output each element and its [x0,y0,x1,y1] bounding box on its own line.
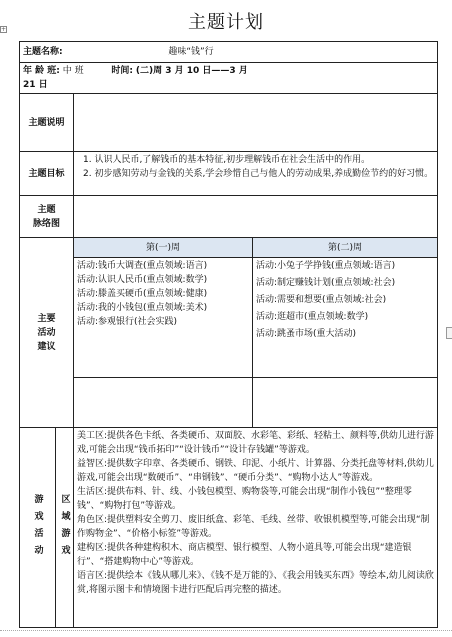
activity-item: 活动:需要和想要(重点领域:社会) [256,295,387,305]
game-activities-label-text: 游戏活动 [32,493,43,562]
page-title: 主题计划 [188,12,264,33]
map-content[interactable] [74,196,438,238]
theme-name-row [20,42,438,63]
goals-content[interactable] [74,152,438,196]
week1-header: 第(一)周 [74,238,253,258]
table-move-handle-icon[interactable]: + [1,26,7,33]
time-value: (二)周 3 月 10 日——3 月 21 日 [23,66,248,90]
map-label [20,196,74,238]
map-label-line: 主题 [37,204,56,215]
goals-label: 主题目标 [20,152,74,196]
time-label: 时间: [111,66,133,76]
area-item: 角色区:提供塑料安全剪刀、废旧纸盒、彩笔、毛线、丝带、收银机模型等,可能会出现“制作购物金”、“价格小标签”等游戏。 [77,515,430,539]
activities-label-line: 主要 [37,313,56,324]
activities-label-line: 活动 [37,327,56,338]
week1-activities[interactable] [74,258,253,378]
grade-label: 年 龄 班: [23,66,60,76]
area-item: 语言区:提供绘本《钱从哪儿来》、《钱不是万能的》、《我会用钱买东西》等绘本,幼儿阅读欣赏,将图示图卡和情境图卡进行匹配后再完整的描述。 [77,571,434,595]
grade-time-row [20,63,253,94]
theme-plan-table [19,41,438,628]
week2-extra[interactable] [253,378,438,428]
activity-item: 活动:跳蚤市场(重大活动) [256,329,357,339]
table-resize-handle[interactable] [446,327,452,339]
area-item: 生活区:提供布料、针、线、小钱包模型、购物袋等,可能会出现“制作小钱包”“整理零钱”、“购物打包”等游戏。 [77,487,412,511]
week2-activities[interactable] [253,258,438,378]
theme-name-value: 趣味“钱”行 [168,47,214,57]
week2-header: 第(二)周 [253,238,438,258]
page-bottom-guide [0,630,452,631]
activity-item: 活动:逛超市(重点领域:数学) [256,312,369,322]
area-games-content[interactable] [74,428,438,628]
activity-item: 活动:钱币大调查(重点领域:语言) [77,261,208,271]
description-label: 主题说明 [20,94,74,152]
activity-item: 活动:小兔子学挣钱(重点领域:语言) [256,261,396,271]
goal-item: 1. 认识人民币,了解钱币的基本特征,初步理解钱币在社会生活中的作用。 [83,155,371,165]
area-item: 美工区:提供各色卡纸、各类硬币、双面胶、水彩笔、彩纸、轻粘土、颜料等,供幼儿进行游戏,可能会出现“钱币拓印”“设计钱币”“设计存钱罐”等游戏。 [77,431,434,455]
activity-item: 活动:制定赚钱计划(重点领域:社会) [256,278,396,288]
area-item: 益智区:提供数字印章、各类硬币、钢铁、印泥、小纸片、计算器、分类托盘等材料,供幼儿游戏,可能会出现“数硬币”、“串钢钱”、“硬币分类”、“购物小达人”等游戏。 [77,459,434,483]
theme-name-label: 主题名称: [23,47,63,57]
activity-item: 活动:我的小钱包(重点领域:美术) [77,303,208,313]
grade-value: 中 班 [62,66,84,76]
area-games-label-text: 区域游戏 [59,493,70,562]
goal-item: 2. 初步感知劳动与金钱的关系,学会珍惜自己与他人的劳动成果,养成勤俭节约的好习惯。 [83,169,434,179]
week1-extra[interactable] [74,378,253,428]
activity-item: 活动:滕盖买硬币(重点领域:健康) [77,289,208,299]
area-games-label [56,428,74,628]
area-item: 建构区:提供各种建构积木、商店模型、银行模型、人物小道具等,可能会出现“建造银行”、“搭建购物中心”等游戏。 [77,543,412,567]
activity-item: 活动:参观银行(社会实践) [77,317,178,327]
activity-item: 活动:认识人民币(重点领域:数学) [77,275,208,285]
activities-label-line: 建议 [37,341,56,352]
game-activities-label [20,428,56,628]
activities-label [20,238,74,428]
map-label-line: 脉络图 [32,218,60,229]
description-content[interactable] [74,94,438,152]
